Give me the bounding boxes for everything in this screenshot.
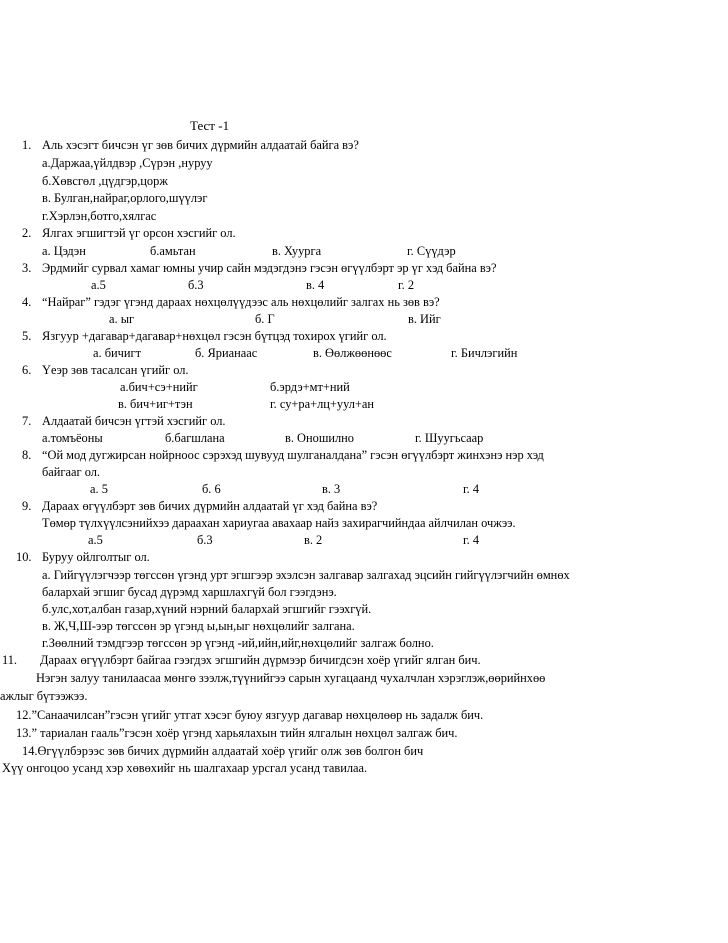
q8-text-line2: байгааг ол. [42, 465, 101, 479]
q5-option-d: г. Бичлэгийн [451, 346, 518, 360]
q7-number: 7. [22, 414, 32, 428]
q11-sentence-line2: ажлыг бүтээжээ. [0, 689, 88, 703]
q2-option-c: в. Хуурга [272, 244, 322, 258]
q8-option-a: а. 5 [90, 482, 108, 496]
q3-number: 3. [22, 261, 32, 275]
q7-option-d: г. Шуугьсаар [415, 431, 484, 445]
test-title: Тест -1 [190, 118, 230, 133]
q4-option-b: б. Г [255, 312, 275, 326]
q10-option-c: в. Ж,Ч,Ш-ээр төгссөн эр үгэнд ы,ын,ыг нөхцөлийг залгана. [42, 619, 355, 633]
q8-option-d: г. 4 [463, 482, 480, 496]
q9-option-a: а.5 [88, 533, 103, 547]
q1-number: 1. [22, 138, 32, 152]
q4-option-c: в. Ийг [408, 312, 441, 326]
q3-option-d: г. 2 [398, 278, 415, 292]
q10-number: 10. [16, 550, 32, 564]
q4-number: 4. [22, 295, 32, 309]
q5-option-b: б. Ярианаас [195, 346, 258, 360]
q5-option-a: а. бичигт [93, 346, 141, 360]
q7-option-c: в. Оношилно [285, 431, 355, 445]
q9-option-c: в. 2 [304, 533, 323, 547]
q6-option-d: г. су+ра+лц+уул+ан [270, 397, 375, 411]
q2-option-b: б.амьтан [150, 244, 196, 258]
q1-text: Аль хэсэгт бичсэн үг зөв бичих дүрмийн алдаатай байга вэ? [42, 138, 359, 152]
q10-text: Буруу ойлголтыг ол. [42, 550, 150, 564]
q4-option-a: а. ыг [109, 312, 135, 326]
q6-number: 6. [22, 363, 32, 377]
q2-option-d: г. Сүүдэр [407, 244, 456, 258]
q10-option-d: г.Зөөлний тэмдгээр төгссөн эр үгэнд -ий,ийн,ийг,нөхцөлийг залгаж болно. [42, 636, 434, 650]
q8-text-line1: “Ой мод дугжирсан нойрноос сэрэхэд шувууд шулганалдана” гэсэн өгүүлбэрт жинхэнэ нэр хэд [42, 448, 544, 462]
q10-option-a-line2: балархай эгшиг бусад дүрэмд харшлахгүй бол гээгдэнэ. [42, 585, 337, 599]
q3-option-b: б.3 [188, 278, 204, 292]
q14-sentence: Хүү онгоцоо усанд хэр хөвөхийг нь шалгахаар урсгал усанд тавилаа. [2, 761, 368, 775]
q11-text: Дараах өгүүлбэрт байгаа гээгдэх эгшгийн дүрмээр бичигдсэн хоёр үгийг ялган бич. [40, 653, 481, 667]
q2-text: Ялгах эгшигтэй үг орсон хэсгийг ол. [42, 226, 236, 240]
q9-text-line2: Төмөр түлхүүлсэнийхээ дараахан хариугаа авахаар найз захирагчийндаа айлчилан очжээ. [42, 516, 516, 530]
q2-option-a: а. Цэдэн [42, 244, 86, 258]
q8-option-c: в. 3 [322, 482, 341, 496]
q13-text: 13.” тариалан гааль”гэсэн хоёр үгэнд харьялахын тийн ялгалын нөхцөл залгаж бич. [16, 726, 458, 740]
q1-option-b: б.Хөвсгөл ,цүдгэр,цорж [42, 174, 168, 188]
q9-text-line1: Дараах өгүүлбэрт зөв бичих дүрмийн алдаатай үг хэд байна вэ? [42, 499, 378, 513]
q1-option-a: а.Даржаа,үйлдвэр ,Сүрэн ,нуруу [42, 156, 213, 170]
q9-number: 9. [22, 499, 32, 513]
q3-option-c: в. 4 [306, 278, 325, 292]
q6-option-c: в. бич+иг+тэн [118, 397, 193, 411]
q6-option-a: а.бич+сэ+нийг [120, 380, 198, 394]
q10-option-b: б.улс,хот,албан газар,хүний нэрний балархай эгшгийг гээхгүй. [42, 602, 372, 616]
q7-option-b: б.багшлана [165, 431, 225, 445]
q9-option-d: г. 4 [463, 533, 480, 547]
q12-text: 12.”Санаачилсан”гэсэн үгийг утгат хэсэг буюу язгуур дагавар нөхцөлөөр нь задалж бич. [16, 708, 484, 722]
q6-option-b: б.эрдэ+мт+ний [270, 380, 350, 394]
q7-option-a: а.томъёоны [42, 431, 103, 445]
q3-option-a: а.5 [91, 278, 106, 292]
q7-text: Алдаатай бичсэн үгтэй хэсгийг ол. [42, 414, 226, 428]
q10-option-a-line1: а. Гийгүүлэгчээр төгссөн үгэнд урт эгшгээр эхэлсэн залгавар залгахад эцсийн гийгүүлэгчийн өмнөх [42, 568, 570, 582]
q5-text: Язгуур +дагавар+дагавар+нөхцөл гэсэн бүтцэд тохирох үгийг ол. [42, 329, 387, 343]
q1-option-c: в. Булган,найраг,орлого,шүүлэг [42, 191, 208, 205]
q9-option-b: б.3 [197, 533, 213, 547]
q5-number: 5. [22, 329, 32, 343]
q2-number: 2. [22, 226, 32, 240]
q3-text: Эрдмийг сурвал хамаг юмны учир сайн мэдэгдэнэ гэсэн өгүүлбэрт эр үг хэд байна вэ? [42, 261, 497, 275]
q11-number: 11. [2, 653, 18, 667]
q4-text: “Найраг” гэдэг үгэнд дараах нөхцөлүүдээс аль нөхцөлийг залгах нь зөв вэ? [42, 295, 440, 309]
q8-number: 8. [22, 448, 32, 462]
q14-text: 14.Өгүүлбэрээс зөв бичих дүрмийн алдаатай хоёр үгийг олж зөв болгон бич [22, 744, 424, 758]
q11-sentence-line1: Нэгэн залуу танилаасаа мөнгө зээлж,түүнийгээ сарын хугацаанд чухалчлан хэрэглэж,өөрийнхөө [36, 671, 546, 685]
q5-option-c: в. Өөлжөөнөөс [313, 346, 392, 360]
q6-text: Үеэр зөв тасалсан үгийг ол. [42, 363, 189, 377]
q8-option-b: б. 6 [202, 482, 221, 496]
q1-option-d: г.Хэрлэн,ботго,хялгас [42, 209, 157, 223]
